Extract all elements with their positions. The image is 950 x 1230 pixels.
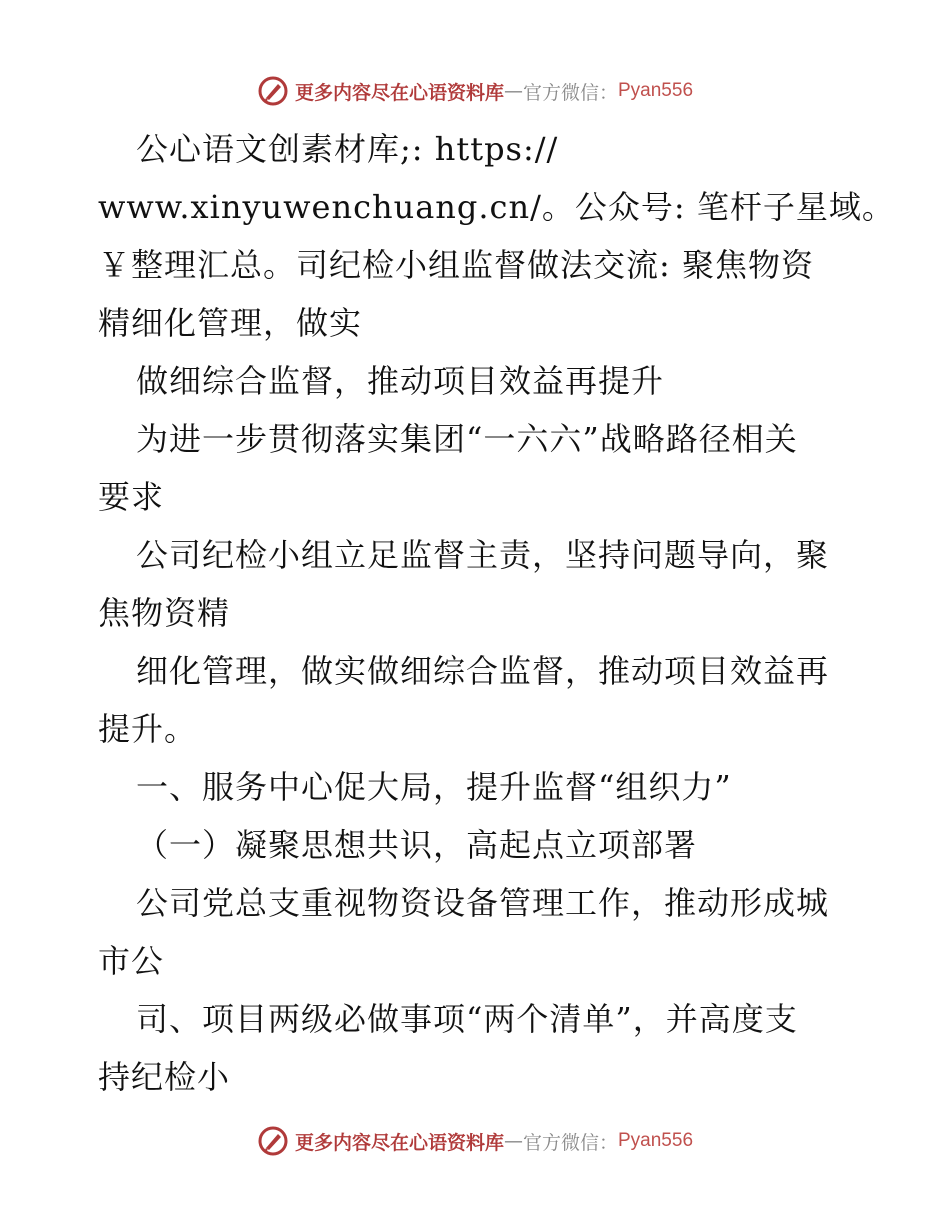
banner-brand-text: 更多内容尽在心语资料库 (294, 1131, 504, 1154)
banner-brand-text: 更多内容尽在心语资料库 (294, 81, 504, 104)
footer-watermark-banner (0, 1124, 950, 1158)
text-line: 公司党总支重视物资设备管理工作，推动形成城 (136, 884, 830, 922)
banner-wechat-label: 官方微信： (522, 1131, 618, 1154)
text-line: 细化管理，做实做细综合监督，推动项目效益再 (136, 652, 830, 690)
document-body (98, 120, 895, 1106)
text-line: 为进一步贯彻落实集团“一六六”战略路径相关 (136, 420, 798, 458)
text-line: 公司纪检小组立足监督主责，坚持问题导向，聚 (136, 536, 830, 574)
text-line: 要求 (98, 478, 165, 516)
text-line: 做细综合监督，推动项目效益再提升 (136, 362, 665, 400)
banner-dash: — (503, 80, 523, 102)
text-line: ￥整理汇总。司纪检小组监督做法交流: 聚焦物资 (98, 246, 814, 284)
text-line: 精细化管理，做实 (98, 304, 363, 342)
header-watermark-banner (0, 74, 950, 108)
banner-wechat-label: 官方微信： (522, 81, 618, 104)
quill-pen-logo-icon (257, 75, 289, 107)
banner-wechat-id: Pyan556 (618, 80, 694, 101)
text-line: 焦物资精 (98, 594, 231, 632)
text-line: 公心语文创素材库;: https:// (136, 130, 559, 168)
text-line: 市公 (98, 942, 165, 980)
subsection-heading: （一）凝聚思想共识，高起点立项部署 (136, 826, 698, 864)
section-heading: 一、服务中心促大局，提升监督“组织力” (136, 768, 732, 806)
text-line: 持纪检小 (98, 1058, 231, 1096)
banner-wechat-id: Pyan556 (618, 1130, 694, 1151)
quill-pen-logo-icon (257, 1125, 289, 1157)
text-line: 提升。 (98, 710, 198, 748)
text-line: 司、项目两级必做事项“两个清单”，并高度支 (136, 1000, 798, 1038)
text-line: www.xinyuwenchuang.cn/。公众号: 笔杆子星域。 (98, 188, 895, 226)
banner-dash: — (503, 1130, 523, 1152)
